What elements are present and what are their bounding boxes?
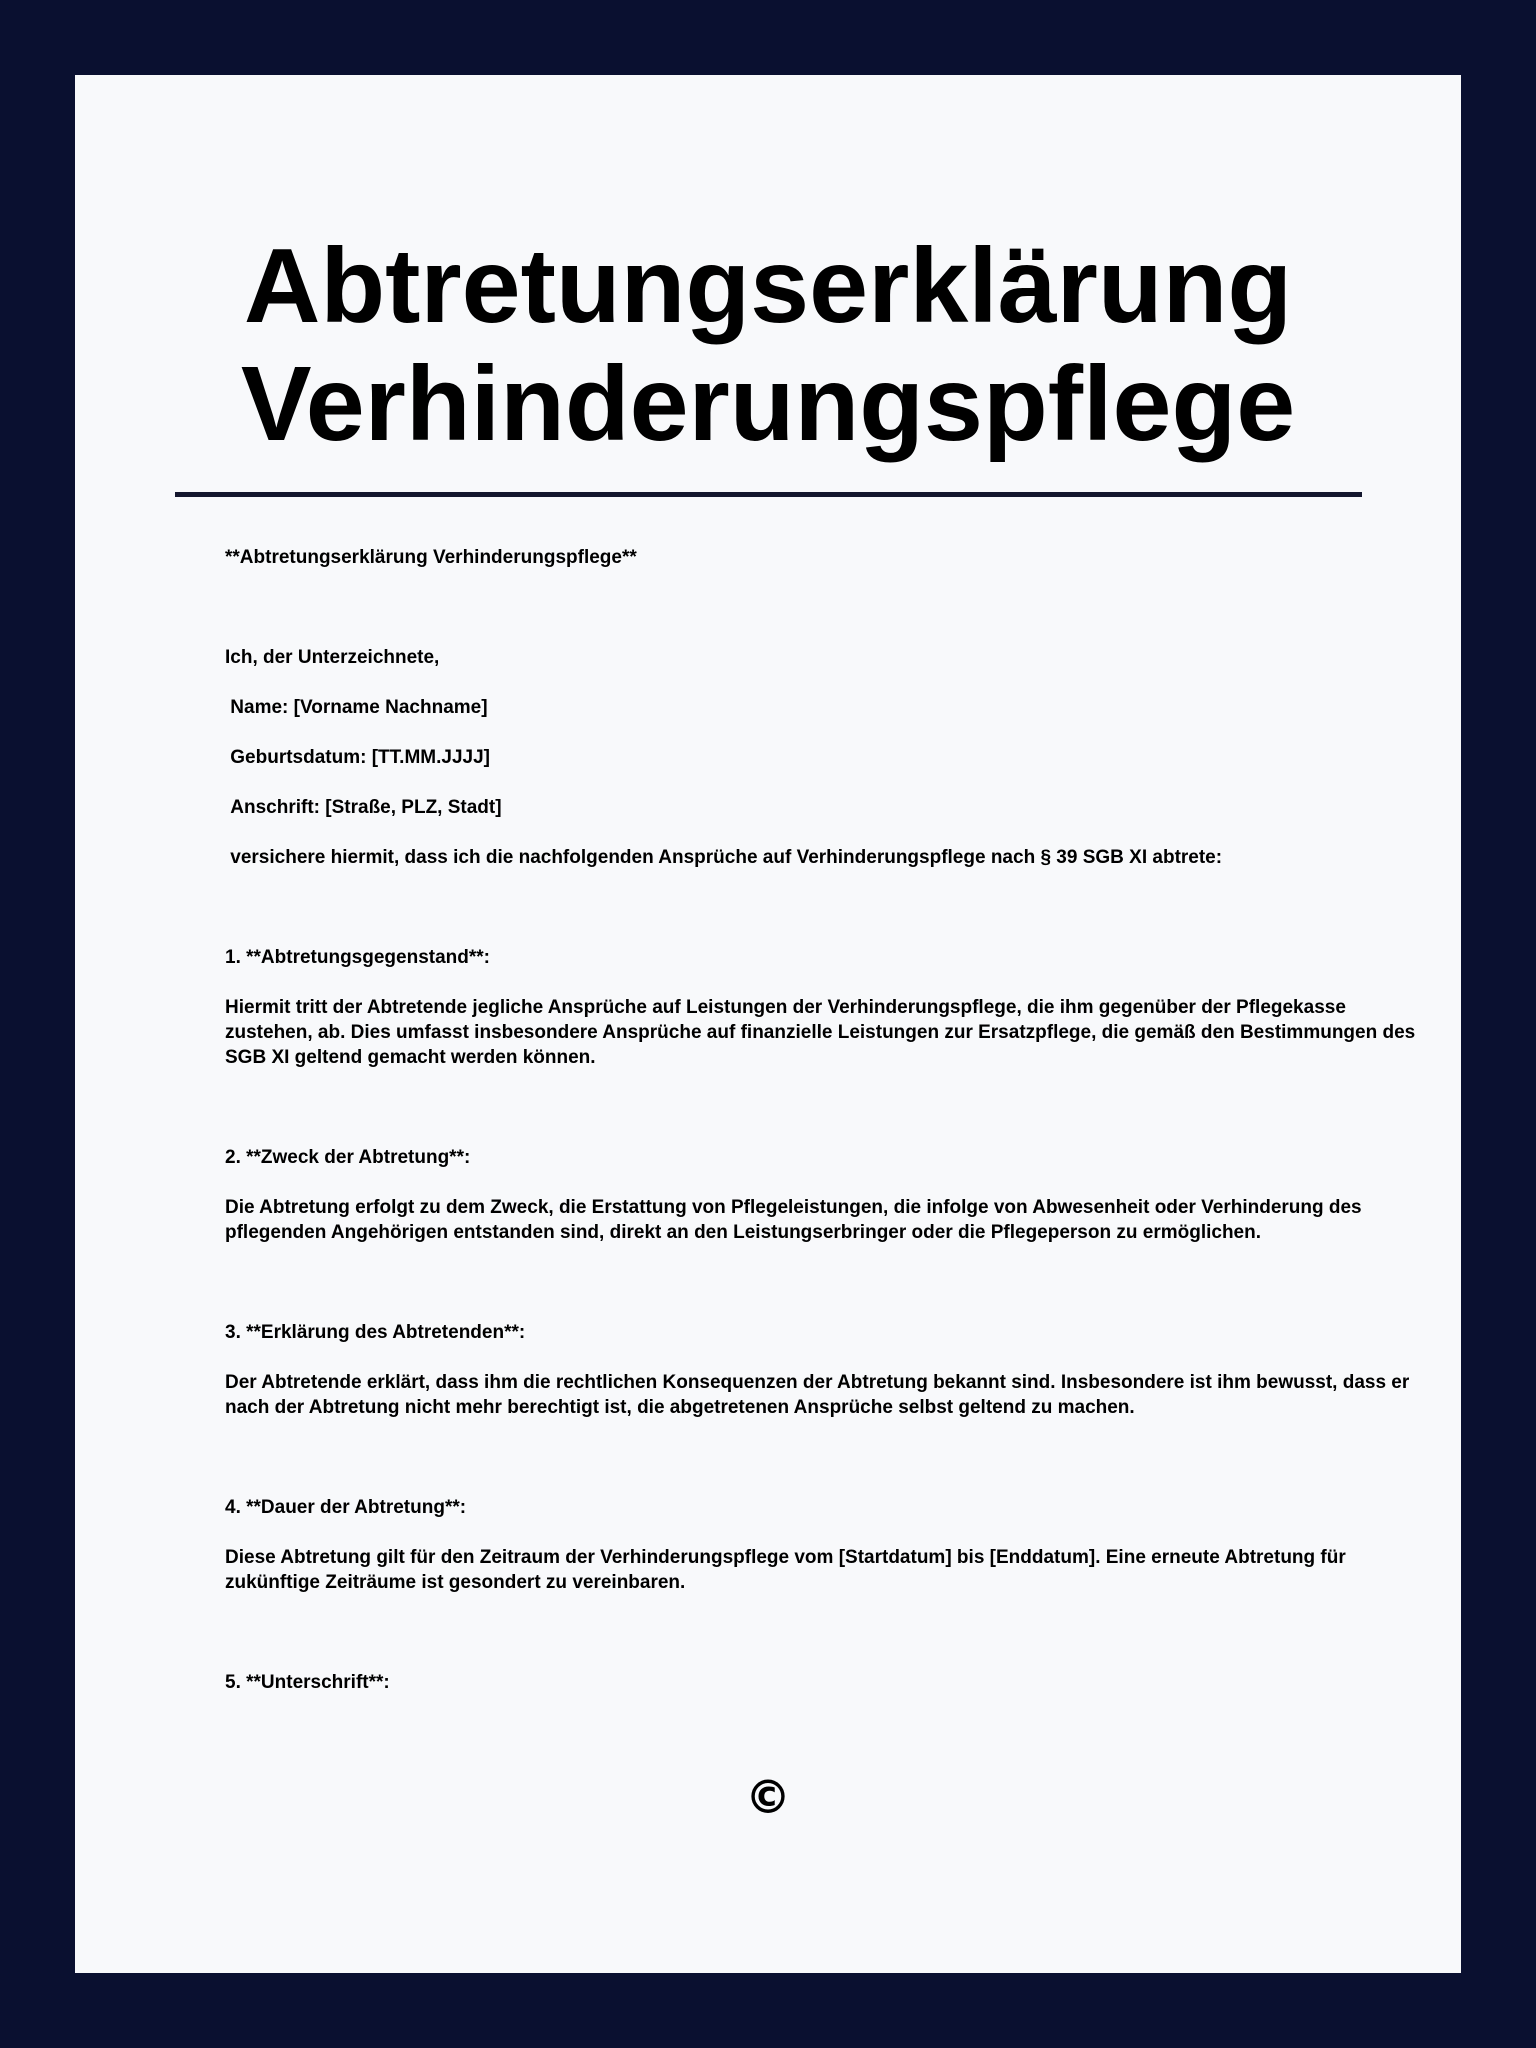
document-page (75, 75, 1461, 1973)
section-4-text: Diese Abtretung gilt für den Zeitraum der Verhinderungspflege vom [Startdatum] bis [Enddatum]. Eine erneute Abtretung für zukünftige Zeiträume ist gesondert zu vereinbaren. (225, 1547, 1352, 1593)
section-5-heading: 5. **Unterschrift**: (225, 1672, 390, 1693)
section-1-text: Hiermit tritt der Abtretende jegliche Ansprüche auf Leistungen der Verhinderungspflege, die ihm gegenüber der Pflegekasse zustehen, ab. Dies umfasst insbesondere Ansprüche auf finanzielle Leistungen zur Ersatzpflege, die gemäß den Bestimmungen des SGB XI geltend gemacht werden können. (225, 997, 1421, 1068)
assurance-text: versichere hiermit, dass ich die nachfolgenden Ansprüche auf Verhinderungspflege nach § 39 SGB XI abtrete: (225, 847, 1223, 868)
section-2-heading: 2. **Zweck der Abtretung**: (225, 1147, 471, 1168)
body-heading: **Abtretungserklärung Verhinderungspflege** (225, 547, 637, 568)
intro-text: Ich, der Unterzeichnete, (225, 647, 440, 668)
title-line-1: Abtretungserklärung (243, 227, 1293, 345)
section-4-heading: 4. **Dauer der Abtretung**: (225, 1497, 467, 1518)
address-line: Anschrift: [Straße, PLZ, Stadt] (225, 797, 502, 818)
title-line-2: Verhinderungspflege (240, 345, 1296, 463)
birth-date-line: Geburtsdatum: [TT.MM.JJJJ] (225, 747, 490, 768)
title-divider (175, 492, 1362, 497)
document-title (75, 227, 1461, 463)
section-2-text: Die Abtretung erfolgt zu dem Zweck, die Erstattung von Pflegeleistungen, die infolge von Abwesenheit oder Verhinderung des pflegenden Angehörigen entstanden sind, direkt an den Leistungserbringer oder die Pflegeperson zu ermöglichen. (225, 1197, 1367, 1243)
section-3-heading: 3. **Erklärung des Abtretenden**: (225, 1322, 526, 1343)
section-1-heading: 1. **Abtretungsgegenstand**: (225, 947, 490, 968)
copyright-icon: © (745, 1770, 791, 1824)
document-body (225, 545, 1425, 1695)
section-3-text: Der Abtretende erklärt, dass ihm die rechtlichen Konsequenzen der Abtretung bekannt sind. Insbesondere ist ihm bewusst, dass er nach der Abtretung nicht mehr berechtigt ist, die abgetretenen Ansprüche selbst geltend zu machen. (225, 1372, 1415, 1418)
name-line: Name: [Vorname Nachname] (225, 697, 488, 718)
